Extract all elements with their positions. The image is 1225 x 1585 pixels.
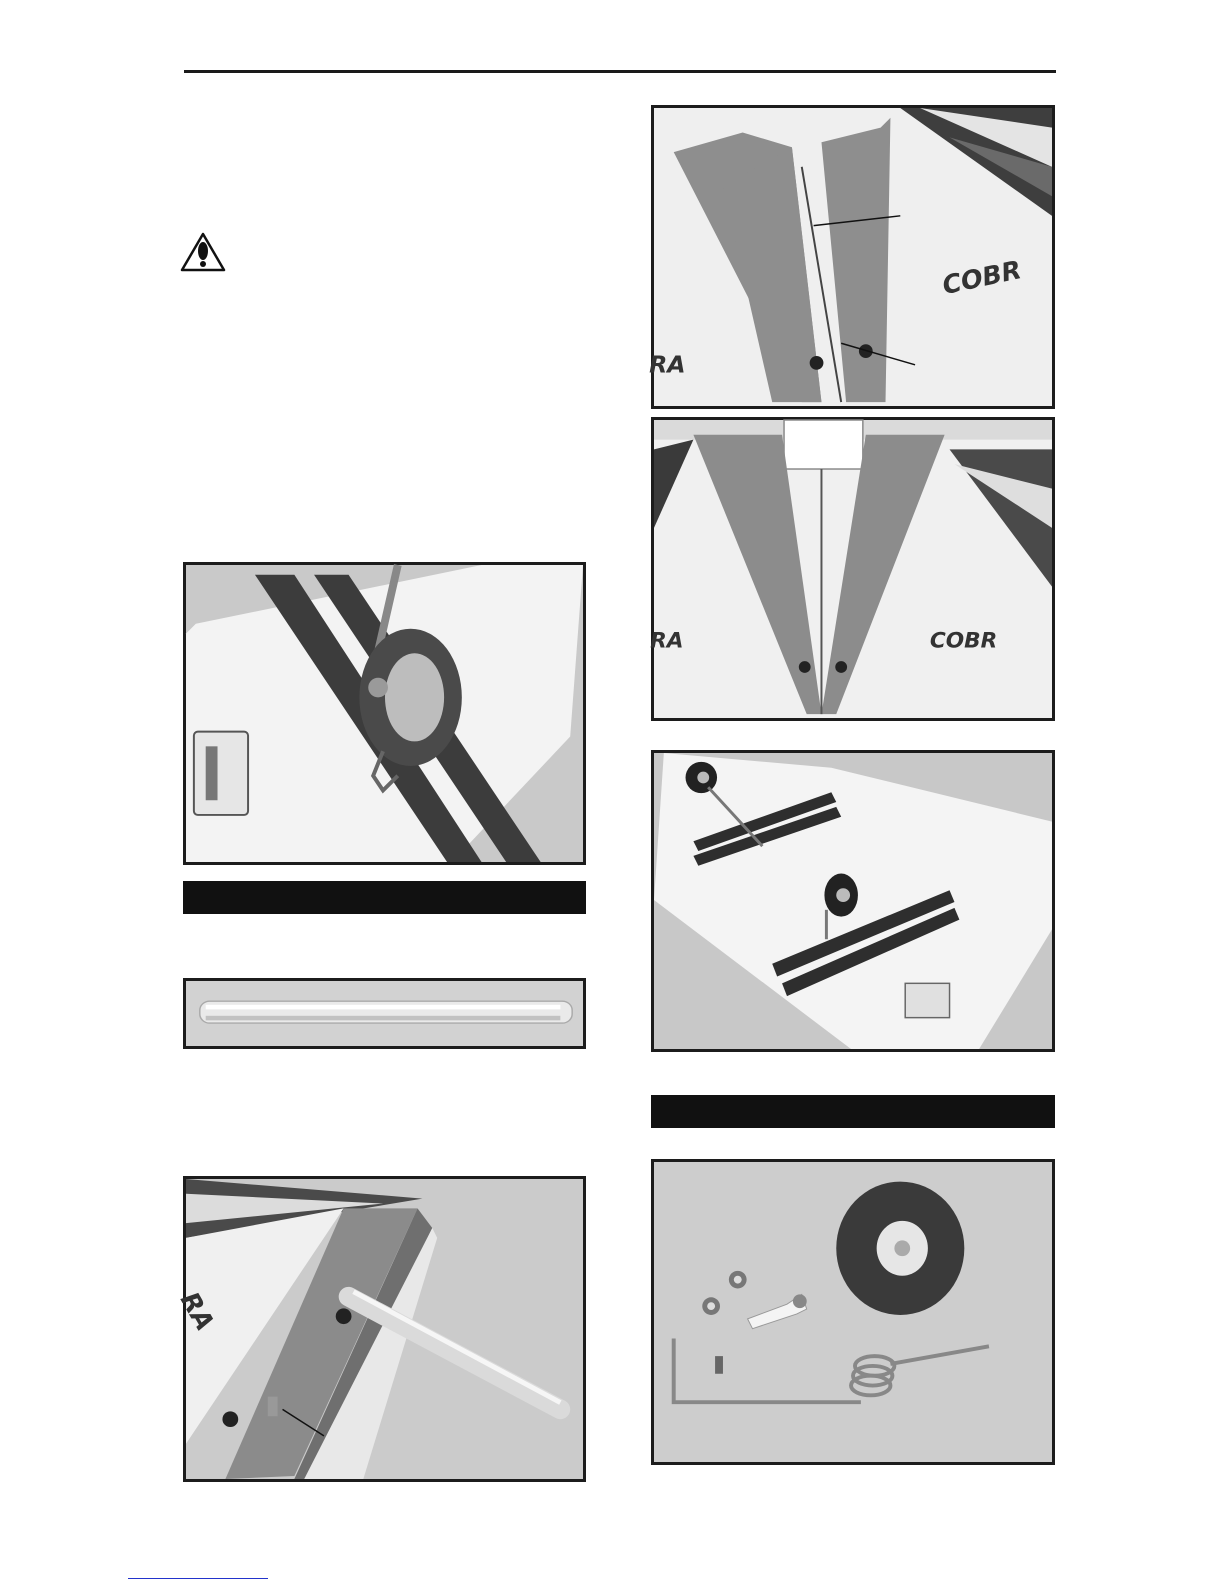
photo-wing-tube [183, 978, 586, 1049]
footer-link-underline [128, 1578, 268, 1579]
photo-wing-halves-joined [651, 417, 1055, 721]
header-rule [184, 70, 1056, 73]
decal-text-ra: RA [649, 350, 686, 379]
photo-wing-root-with-tube [173, 1176, 586, 1482]
decal-text-cobr: COBR [929, 628, 998, 654]
photo-wing-with-wheel [183, 562, 586, 865]
decal-text-cobr: COBR [939, 255, 1025, 302]
warning-icon [180, 232, 226, 272]
photo-tail-gear-parts [651, 1159, 1055, 1465]
section-bar-right [651, 1095, 1055, 1128]
decal-text-ra: RA [650, 628, 684, 654]
photo-full-wing-gear [651, 750, 1055, 1052]
decal-text-ra: RA [173, 1287, 220, 1337]
section-bar-left [183, 881, 586, 914]
photo-wing-halves-apart [651, 105, 1055, 409]
